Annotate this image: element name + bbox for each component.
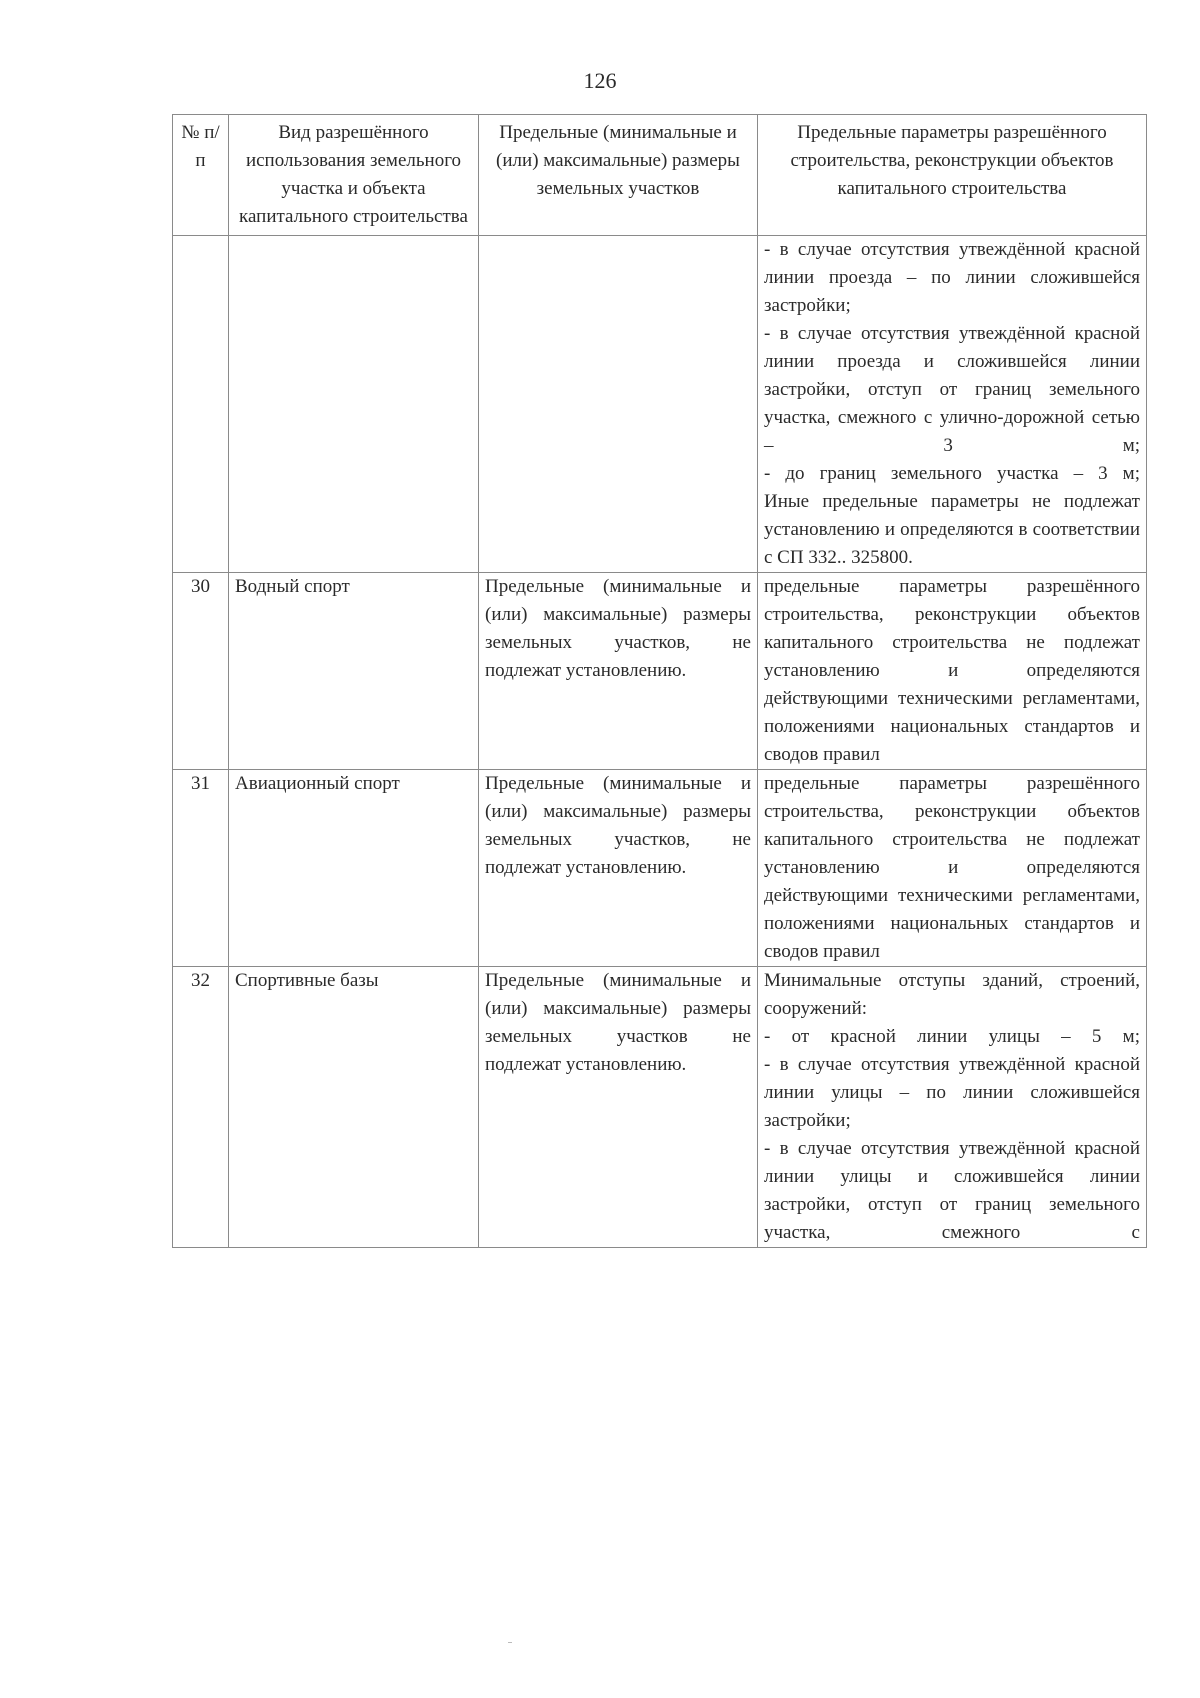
param-line: - в случае отсутствия утвеждённой красной линии улицы – по линии сложившейся застройки; xyxy=(764,1054,1140,1131)
row-use-type: Спортивные базы xyxy=(229,967,479,1248)
row-plot-sizes: Предельные (минимальные и (или) максимальные) размеры земельных участков, не подлежат установлению. xyxy=(479,573,758,770)
table-header-row xyxy=(173,115,1147,236)
header-plot-sizes: Предельные (минимальные и (или) максимальные) размеры земельных участков xyxy=(479,115,758,236)
row-plot-sizes: Предельные (минимальные и (или) максимальные) размеры земельных участков, не подлежат установлению. xyxy=(479,770,758,967)
regulations-table xyxy=(172,114,1147,1248)
param-line: - от красной линии улицы – 5 м; xyxy=(764,1026,1140,1047)
param-line: предельные параметры разрешённого строительства, реконструкции объектов капитального строительства не подлежат установлению и определяются действующими техническими регламентами, положениями национальных стандартов и сводов правил xyxy=(764,773,1140,962)
param-line: предельные параметры разрешённого строительства, реконструкции объектов капитального строительства не подлежат установлению и определяются действующими техническими регламентами, положениями национальных стандартов и сводов правил xyxy=(764,576,1140,765)
param-line: Иные предельные параметры не подлежат установлению и определяются в соответствии с СП 332.. 325800. xyxy=(764,491,1140,568)
table-row xyxy=(173,967,1147,1248)
row-num: 30 xyxy=(173,573,229,770)
param-line: - до границ земельного участка – 3 м; xyxy=(764,463,1140,484)
param-line: - в случае отсутствия утвеждённой красной линии улицы и сложившейся линии застройки, отступ от границ земельного участка, смежного с xyxy=(764,1138,1140,1243)
row-use-type: Авиационный спорт xyxy=(229,770,479,967)
row-params xyxy=(758,967,1147,1248)
scan-dot xyxy=(508,1642,512,1643)
row-num: 32 xyxy=(173,967,229,1248)
param-line: Минимальные отступы зданий, строений, сооружений: xyxy=(764,970,1140,1019)
table-row xyxy=(173,236,1147,573)
row-use-type: Водный спорт xyxy=(229,573,479,770)
param-line: - в случае отсутствия утвеждённой красной линии проезда и сложившейся линии застройки, отступ от границ земельного участка, смежного с улично-дорожной сетью – 3 м; xyxy=(764,323,1140,456)
table-row xyxy=(173,573,1147,770)
row-params xyxy=(758,770,1147,967)
row-plot-sizes: Предельные (минимальные и (или) максимальные) размеры земельных участков не подлежат установлению. xyxy=(479,967,758,1248)
table-row xyxy=(173,770,1147,967)
param-line: - в случае отсутствия утвеждённой красной линии проезда – по линии сложившейся застройки; xyxy=(764,239,1140,316)
row-plot-sizes xyxy=(479,236,758,573)
header-build-params: Предельные параметры разрешённого строительства, реконструкции объектов капитального строительства xyxy=(758,115,1147,236)
header-use-type: Вид разрешённого использования земельного участка и объекта капитального строительства xyxy=(229,115,479,236)
row-num xyxy=(173,236,229,573)
row-params xyxy=(758,573,1147,770)
row-use-type xyxy=(229,236,479,573)
row-params xyxy=(758,236,1147,573)
page-number: 126 xyxy=(583,68,617,93)
header-num: № п/п xyxy=(173,115,229,236)
row-num: 31 xyxy=(173,770,229,967)
